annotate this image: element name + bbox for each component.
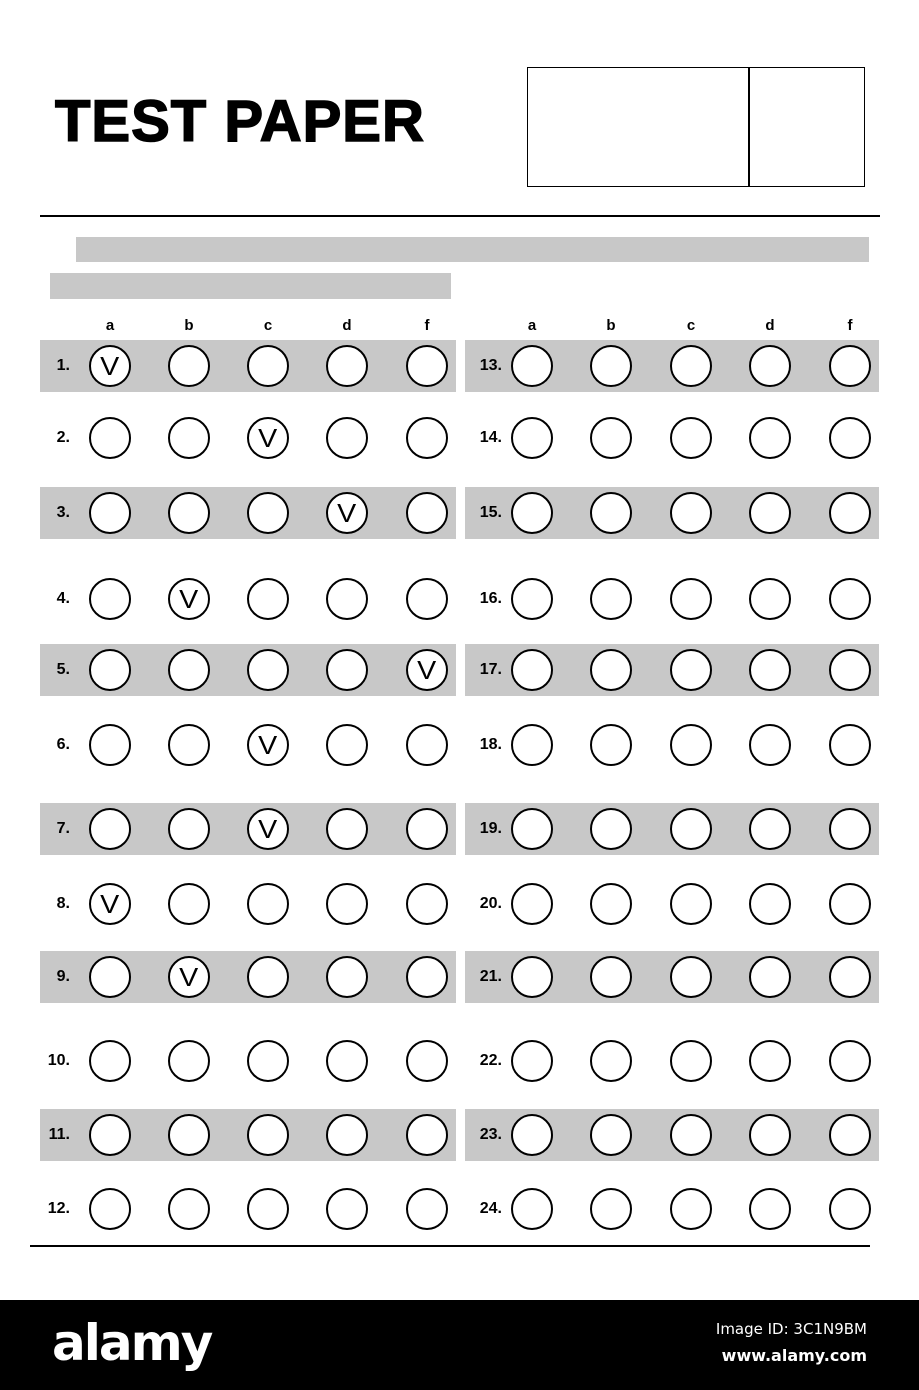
answer-bubble-c[interactable]	[670, 883, 712, 925]
answer-bubble-b[interactable]	[168, 649, 210, 691]
answer-bubble-b[interactable]	[590, 492, 632, 534]
answer-bubble-f[interactable]	[406, 345, 448, 387]
answer-bubble-d[interactable]	[326, 724, 368, 766]
answer-bubble-c[interactable]	[247, 1188, 289, 1230]
answer-bubble-d[interactable]	[326, 578, 368, 620]
answer-bubble-b[interactable]	[168, 883, 210, 925]
option-header: d	[342, 317, 352, 334]
header-divider	[40, 215, 880, 217]
answer-bubble-a[interactable]	[89, 724, 131, 766]
answer-bubble-c[interactable]	[670, 1040, 712, 1082]
answer-bubble-d[interactable]	[326, 417, 368, 459]
answer-bubble-d[interactable]	[749, 956, 791, 998]
answer-bubble-b[interactable]	[590, 345, 632, 387]
question-number: 13.	[479, 357, 502, 374]
answer-bubble-b[interactable]	[590, 956, 632, 998]
question-number: 10.	[47, 1052, 70, 1069]
question-number: 20.	[479, 895, 502, 912]
answer-bubble-b[interactable]	[590, 578, 632, 620]
option-header: c	[263, 317, 273, 334]
question-number: 21.	[479, 968, 502, 985]
question-number: 6.	[56, 736, 70, 753]
question-number: 24.	[479, 1200, 502, 1217]
answer-bubble-c[interactable]	[670, 808, 712, 850]
answer-bubble-f[interactable]	[406, 492, 448, 534]
watermark-url: www.alamy.com	[721, 1346, 867, 1365]
question-number: 3.	[56, 504, 70, 521]
answer-bubble-f[interactable]	[406, 724, 448, 766]
check-mark-icon: V	[100, 889, 120, 919]
answer-bubble-c[interactable]	[247, 956, 289, 998]
answer-bubble-b[interactable]	[168, 1040, 210, 1082]
answer-bubble-f[interactable]	[829, 345, 871, 387]
answer-bubble-c[interactable]	[670, 492, 712, 534]
answer-bubble-c[interactable]	[247, 883, 289, 925]
question-number: 1.	[56, 357, 70, 374]
check-mark-icon: V	[100, 351, 120, 381]
answer-bubble-a[interactable]	[511, 808, 553, 850]
answer-bubble-d[interactable]	[749, 345, 791, 387]
option-header: a	[527, 317, 537, 334]
answer-bubble-b[interactable]	[168, 492, 210, 534]
question-number: 2.	[56, 429, 70, 446]
option-header: f	[424, 317, 430, 334]
answer-bubble-a[interactable]	[89, 1188, 131, 1230]
answer-bubble-a[interactable]	[89, 578, 131, 620]
question-number: 19.	[479, 820, 502, 837]
answer-bubble-f[interactable]	[829, 956, 871, 998]
answer-bubble-a[interactable]	[89, 649, 131, 691]
answer-bubble-d[interactable]	[749, 1188, 791, 1230]
option-header: d	[765, 317, 775, 334]
answer-bubble-c[interactable]	[247, 1040, 289, 1082]
answer-bubble-b[interactable]	[168, 724, 210, 766]
answer-bubble-f[interactable]	[406, 1114, 448, 1156]
score-box	[527, 67, 865, 187]
answer-bubble-b[interactable]	[168, 808, 210, 850]
answer-bubble-a[interactable]	[511, 1188, 553, 1230]
option-header: b	[184, 317, 194, 334]
question-number: 9.	[56, 968, 70, 985]
answer-bubble-d[interactable]	[326, 345, 368, 387]
answer-bubble-d[interactable]	[326, 956, 368, 998]
answer-bubble-a[interactable]	[511, 956, 553, 998]
answer-bubble-b[interactable]	[168, 417, 210, 459]
question-number: 5.	[56, 661, 70, 678]
question-number: 18.	[479, 736, 502, 753]
answer-bubble-d[interactable]	[326, 808, 368, 850]
answer-bubble-d[interactable]	[749, 417, 791, 459]
answer-bubble-a[interactable]	[511, 883, 553, 925]
answer-bubble-a[interactable]	[89, 417, 131, 459]
answer-bubble-a[interactable]	[511, 345, 553, 387]
answer-bubble-a[interactable]	[89, 1040, 131, 1082]
answer-bubble-a[interactable]	[511, 492, 553, 534]
watermark-logo: alamy	[52, 1314, 212, 1372]
answer-bubble-c[interactable]	[247, 808, 289, 850]
question-number: 16.	[479, 590, 502, 607]
answer-bubble-c[interactable]	[670, 578, 712, 620]
answer-bubble-f[interactable]	[406, 1040, 448, 1082]
answer-bubble-a[interactable]	[511, 578, 553, 620]
option-header: b	[606, 317, 616, 334]
bottom-divider	[30, 1245, 870, 1247]
answer-bubble-b[interactable]	[590, 1040, 632, 1082]
info-field-bar	[50, 273, 451, 299]
answer-bubble-c[interactable]	[670, 345, 712, 387]
answer-bubble-b[interactable]	[590, 649, 632, 691]
answer-bubble-c[interactable]	[670, 724, 712, 766]
check-mark-icon: V	[179, 962, 199, 992]
answer-bubble-c[interactable]	[247, 345, 289, 387]
answer-bubble-c[interactable]	[670, 956, 712, 998]
name-field-bar	[76, 237, 869, 262]
option-header: f	[847, 317, 853, 334]
answer-bubble-d[interactable]	[326, 1040, 368, 1082]
answer-bubble-d[interactable]	[749, 578, 791, 620]
answer-bubble-d[interactable]	[749, 724, 791, 766]
answer-bubble-d[interactable]	[326, 1188, 368, 1230]
question-number: 17.	[479, 661, 502, 678]
answer-bubble-f[interactable]	[829, 492, 871, 534]
page-title: TEST PAPER	[55, 89, 425, 154]
question-number: 23.	[479, 1126, 502, 1143]
answer-bubble-c[interactable]	[247, 492, 289, 534]
answer-bubble-b[interactable]	[590, 1188, 632, 1230]
question-number: 15.	[479, 504, 502, 521]
answer-bubble-f[interactable]	[406, 956, 448, 998]
option-header: a	[105, 317, 115, 334]
answer-bubble-b[interactable]	[590, 883, 632, 925]
answer-bubble-b[interactable]	[168, 956, 210, 998]
question-number: 12.	[47, 1200, 70, 1217]
answer-bubble-a[interactable]	[89, 956, 131, 998]
answer-bubble-b[interactable]	[168, 345, 210, 387]
answer-bubble-f[interactable]	[406, 883, 448, 925]
answer-bubble-f[interactable]	[406, 417, 448, 459]
answer-bubble-b[interactable]	[168, 1188, 210, 1230]
check-mark-icon: V	[337, 498, 357, 528]
answer-bubble-f[interactable]	[829, 578, 871, 620]
answer-bubble-b[interactable]	[590, 417, 632, 459]
answer-bubble-d[interactable]	[749, 649, 791, 691]
question-number: 14.	[479, 429, 502, 446]
answer-bubble-d[interactable]	[749, 883, 791, 925]
question-number: 8.	[56, 895, 70, 912]
answer-bubble-a[interactable]	[89, 345, 131, 387]
answer-bubble-d[interactable]	[326, 883, 368, 925]
answer-bubble-d[interactable]	[326, 492, 368, 534]
answer-bubble-c[interactable]	[670, 1188, 712, 1230]
answer-bubble-f[interactable]	[406, 578, 448, 620]
answer-bubble-f[interactable]	[829, 724, 871, 766]
check-mark-icon: V	[258, 814, 278, 844]
answer-bubble-f[interactable]	[829, 1188, 871, 1230]
answer-bubble-c[interactable]	[247, 417, 289, 459]
answer-bubble-c[interactable]	[247, 724, 289, 766]
answer-bubble-c[interactable]	[670, 649, 712, 691]
answer-bubble-c[interactable]	[670, 417, 712, 459]
image-id: Image ID: 3C1N9BM	[715, 1320, 867, 1338]
answer-bubble-f[interactable]	[829, 808, 871, 850]
answer-bubble-b[interactable]	[590, 1114, 632, 1156]
answer-bubble-d[interactable]	[326, 649, 368, 691]
answer-bubble-d[interactable]	[749, 492, 791, 534]
answer-bubble-c[interactable]	[247, 649, 289, 691]
answer-bubble-f[interactable]	[829, 417, 871, 459]
answer-bubble-f[interactable]	[829, 1040, 871, 1082]
answer-bubble-a[interactable]	[89, 492, 131, 534]
answer-bubble-a[interactable]	[511, 1040, 553, 1082]
answer-bubble-a[interactable]	[89, 883, 131, 925]
answer-bubble-b[interactable]	[168, 578, 210, 620]
answer-bubble-b[interactable]	[590, 808, 632, 850]
check-mark-icon: V	[258, 423, 278, 453]
answer-bubble-d[interactable]	[749, 1040, 791, 1082]
answer-bubble-b[interactable]	[590, 724, 632, 766]
answer-bubble-f[interactable]	[829, 883, 871, 925]
answer-bubble-a[interactable]	[511, 724, 553, 766]
answer-bubble-a[interactable]	[511, 1114, 553, 1156]
answer-bubble-a[interactable]	[89, 1114, 131, 1156]
watermark-footer	[0, 1300, 919, 1390]
question-number: 22.	[479, 1052, 502, 1069]
answer-bubble-c[interactable]	[670, 1114, 712, 1156]
answer-bubble-d[interactable]	[326, 1114, 368, 1156]
answer-bubble-a[interactable]	[511, 417, 553, 459]
check-mark-icon: V	[179, 584, 199, 614]
answer-bubble-f[interactable]	[406, 808, 448, 850]
answer-bubble-c[interactable]	[247, 578, 289, 620]
answer-bubble-b[interactable]	[168, 1114, 210, 1156]
answer-bubble-a[interactable]	[89, 808, 131, 850]
answer-bubble-f[interactable]	[829, 649, 871, 691]
answer-bubble-d[interactable]	[749, 1114, 791, 1156]
option-header: c	[686, 317, 696, 334]
answer-bubble-f[interactable]	[829, 1114, 871, 1156]
score-box-divider	[748, 68, 750, 186]
answer-bubble-c[interactable]	[247, 1114, 289, 1156]
answer-bubble-a[interactable]	[511, 649, 553, 691]
question-number: 11.	[48, 1126, 70, 1143]
answer-bubble-f[interactable]	[406, 649, 448, 691]
question-number: 4.	[56, 590, 70, 607]
check-mark-icon: V	[417, 655, 437, 685]
question-number: 7.	[56, 820, 70, 837]
check-mark-icon: V	[258, 730, 278, 760]
answer-bubble-f[interactable]	[406, 1188, 448, 1230]
answer-bubble-d[interactable]	[749, 808, 791, 850]
